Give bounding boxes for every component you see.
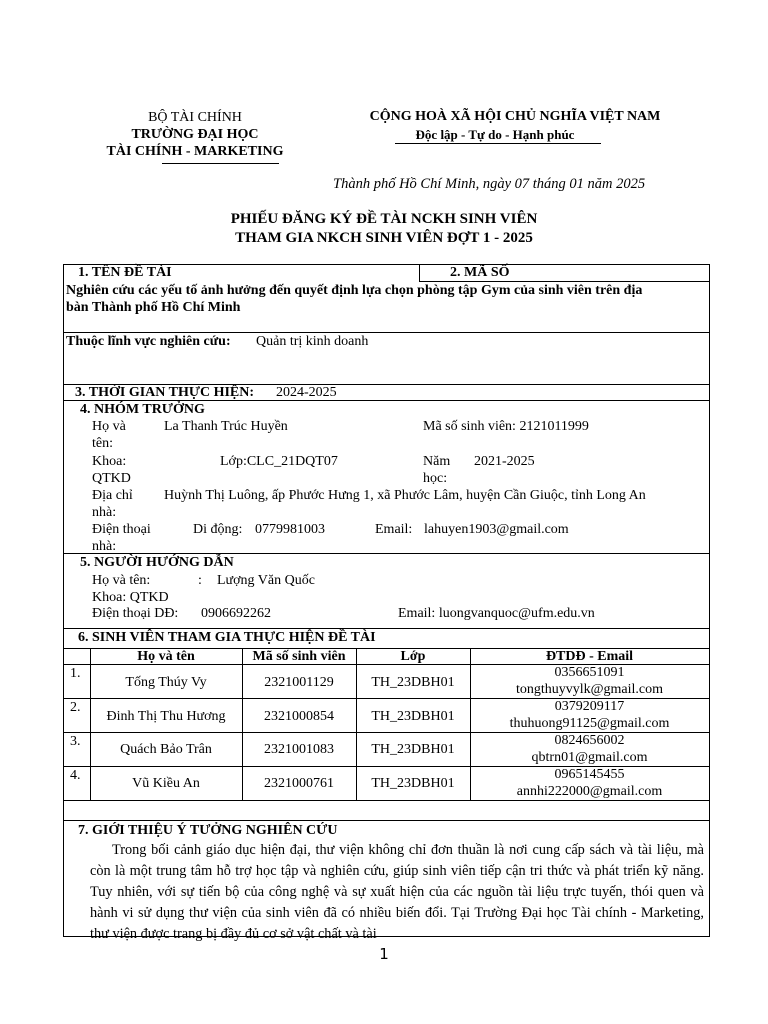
leader-student-id: Mã số sinh viên: 2121011999: [423, 419, 589, 434]
research-idea-text: Trong bối cảnh giáo dục hiện đại, thư viện không chỉ đơn thuần là nơi cung cấp sách và tài liệu, mà còn là một trung tâm hỗ trợ học tập và nghiên cứu, giúp sinh viên tiếp cận tri thức và phát triển kỹ năng. Tuy nhiên, với sự tiến bộ của công nghệ và sự xuất hiện của các nguồn tài liệu trực tuyến, thói quen và hành vi sử dụng thư viện của sinh viên đã có nhiều biến đổi. Tại Trường Đại học Tài chính - Marketing, thư viện được trang bị đầy đủ cơ sở vật chất và tài: [90, 842, 704, 942]
topic-title-line2: bàn Thành phố Hồ Chí Minh: [66, 300, 241, 315]
leader-year-label-2: học:: [423, 471, 448, 486]
advisor-name-colon: :: [198, 573, 202, 588]
member-email: thuhuong91125@gmail.com: [509, 716, 670, 731]
table-row-number: 2.: [70, 700, 81, 715]
duration-value: 2024-2025: [276, 385, 337, 400]
member-name: Vũ Kiều An: [132, 776, 200, 791]
leader-address-label-1: Địa chỉ: [92, 488, 133, 503]
member-class: TH_23DBH01: [371, 709, 455, 724]
advisor-name-value: Lượng Văn Quốc: [217, 573, 315, 588]
advisor-email: Email: luongvanquoc@ufm.edu.vn: [398, 606, 595, 621]
member-student-id: 2321001083: [264, 742, 334, 757]
nation-name: CỘNG HOÀ XÃ HỘI CHỦ NGHĨA VIỆT NAM: [369, 109, 661, 124]
advisor-name-label: Họ và tên:: [92, 573, 151, 588]
divider-topic: [63, 332, 709, 333]
section4-label: 4. NHÓM TRƯỞNG: [80, 402, 205, 417]
leader-name-label-2: tên:: [92, 436, 113, 451]
member-class: TH_23DBH01: [371, 675, 455, 690]
ministry-name: BỘ TÀI CHÍNH: [148, 110, 242, 125]
leader-email-value: lahuyen1903@gmail.com: [424, 522, 569, 537]
university-name-line1: TRƯỜNG ĐẠI HỌC: [131, 127, 259, 142]
motto: Độc lập - Tự do - Hạnh phúc: [415, 127, 575, 142]
leader-address-label-2: nhà:: [92, 505, 117, 520]
member-student-id: 2321001129: [264, 675, 334, 690]
leader-faculty-value: QTKD: [92, 471, 131, 486]
motto-underline: [395, 143, 601, 144]
member-phone: 0356651091: [554, 665, 625, 680]
table-header-class: Lớp: [400, 649, 426, 664]
section1-label: 1. TÊN ĐỀ TÀI: [78, 265, 172, 280]
leader-email-label: Email:: [375, 522, 413, 537]
member-phone: 0379209117: [554, 699, 625, 714]
topic-title-line1: Nghiên cứu các yếu tố ảnh hưởng đến quyết định lựa chọn phòng tập Gym của sinh viên trên địa: [66, 283, 643, 298]
table-row-number: 1.: [70, 666, 81, 681]
section6-label: 6. SINH VIÊN THAM GIA THỰC HIỆN ĐỀ TÀI: [78, 630, 376, 645]
code-box-divider: [419, 264, 420, 281]
member-email: qbtrn01@gmail.com: [531, 750, 648, 765]
leader-name-value: La Thanh Trúc Huyền: [164, 419, 288, 434]
frame-left-border: [63, 264, 64, 937]
leader-address-value: Huỳnh Thị Luông, ấp Phước Hưng 1, xã Phước Lâm, huyện Cần Giuộc, tỉnh Long An: [164, 488, 646, 503]
table-header-student-id: Mã số sinh viên: [252, 649, 346, 664]
leader-name-label-1: Họ và: [92, 419, 126, 434]
leader-phone-label-1: Điện thoại: [92, 522, 151, 537]
university-underline: [162, 163, 279, 164]
member-phone: 0824656002: [554, 733, 625, 748]
form-title-line2: THAM GIA NKCH SINH VIÊN ĐỢT 1 - 2025: [235, 230, 533, 246]
date-line: Thành phố Hồ Chí Minh, ngày 07 tháng 01 năm 2025: [333, 176, 646, 192]
member-name: Đinh Thị Thu Hương: [106, 709, 226, 724]
form-title-line1: PHIẾU ĐĂNG KÝ ĐỀ TÀI NCKH SINH VIÊN: [230, 211, 538, 227]
member-email: tongthuyvylk@gmail.com: [515, 682, 664, 697]
table-bottom-border: [63, 820, 709, 821]
frame-right-border: [709, 264, 710, 937]
leader-class: Lớp:CLC_21DQT07: [220, 454, 338, 469]
advisor-phone-label: Điện thoại DĐ:: [92, 606, 179, 621]
member-email: annhi222000@gmail.com: [516, 784, 663, 799]
section7-label: 7. GIỚI THIỆU Ý TƯỞNG NGHIÊN CỨU: [78, 823, 338, 838]
table-row-line-4: [63, 800, 709, 801]
table-row-number: 4.: [70, 768, 81, 783]
leader-year-value: 2021-2025: [474, 454, 535, 469]
section3-label: 3. THỜI GIAN THỰC HIỆN:: [75, 385, 255, 400]
member-student-id: 2321000761: [264, 776, 334, 791]
page-number: 1: [379, 945, 389, 963]
research-field-value: Quản trị kinh doanh: [256, 334, 369, 349]
table-row-number: 3.: [70, 734, 81, 749]
member-class: TH_23DBH01: [371, 742, 455, 757]
member-name: Quách Bảo Trân: [120, 742, 212, 757]
table-header-name: Họ và tên: [137, 649, 195, 664]
advisor-phone-value: 0906692262: [201, 606, 271, 621]
leader-year-label-1: Năm: [423, 454, 451, 469]
member-phone: 0965145455: [554, 767, 625, 782]
divider-leader: [63, 553, 709, 554]
leader-mobile-value: 0779981003: [255, 522, 325, 537]
member-name: Tống Thúy Vy: [125, 675, 207, 690]
divider-advisor: [63, 628, 709, 629]
member-class: TH_23DBH01: [371, 776, 455, 791]
section5-label: 5. NGƯỜI HƯỚNG DẪN: [80, 555, 234, 570]
university-name-line2: TÀI CHÍNH - MARKETING: [106, 144, 284, 159]
table-header-contact: ĐTDĐ - Email: [545, 649, 634, 664]
code-box-bottom: [419, 281, 709, 282]
leader-faculty-label: Khoa:: [92, 454, 127, 469]
research-field-label: Thuộc lĩnh vực nghiên cứu:: [66, 334, 231, 349]
leader-phone-label-2: nhà:: [92, 539, 117, 554]
member-student-id: 2321000854: [264, 709, 334, 724]
advisor-faculty: Khoa: QTKD: [92, 590, 169, 605]
section2-label: 2. MÃ SỐ: [450, 265, 510, 280]
leader-mobile-label: Di động:: [193, 522, 243, 537]
